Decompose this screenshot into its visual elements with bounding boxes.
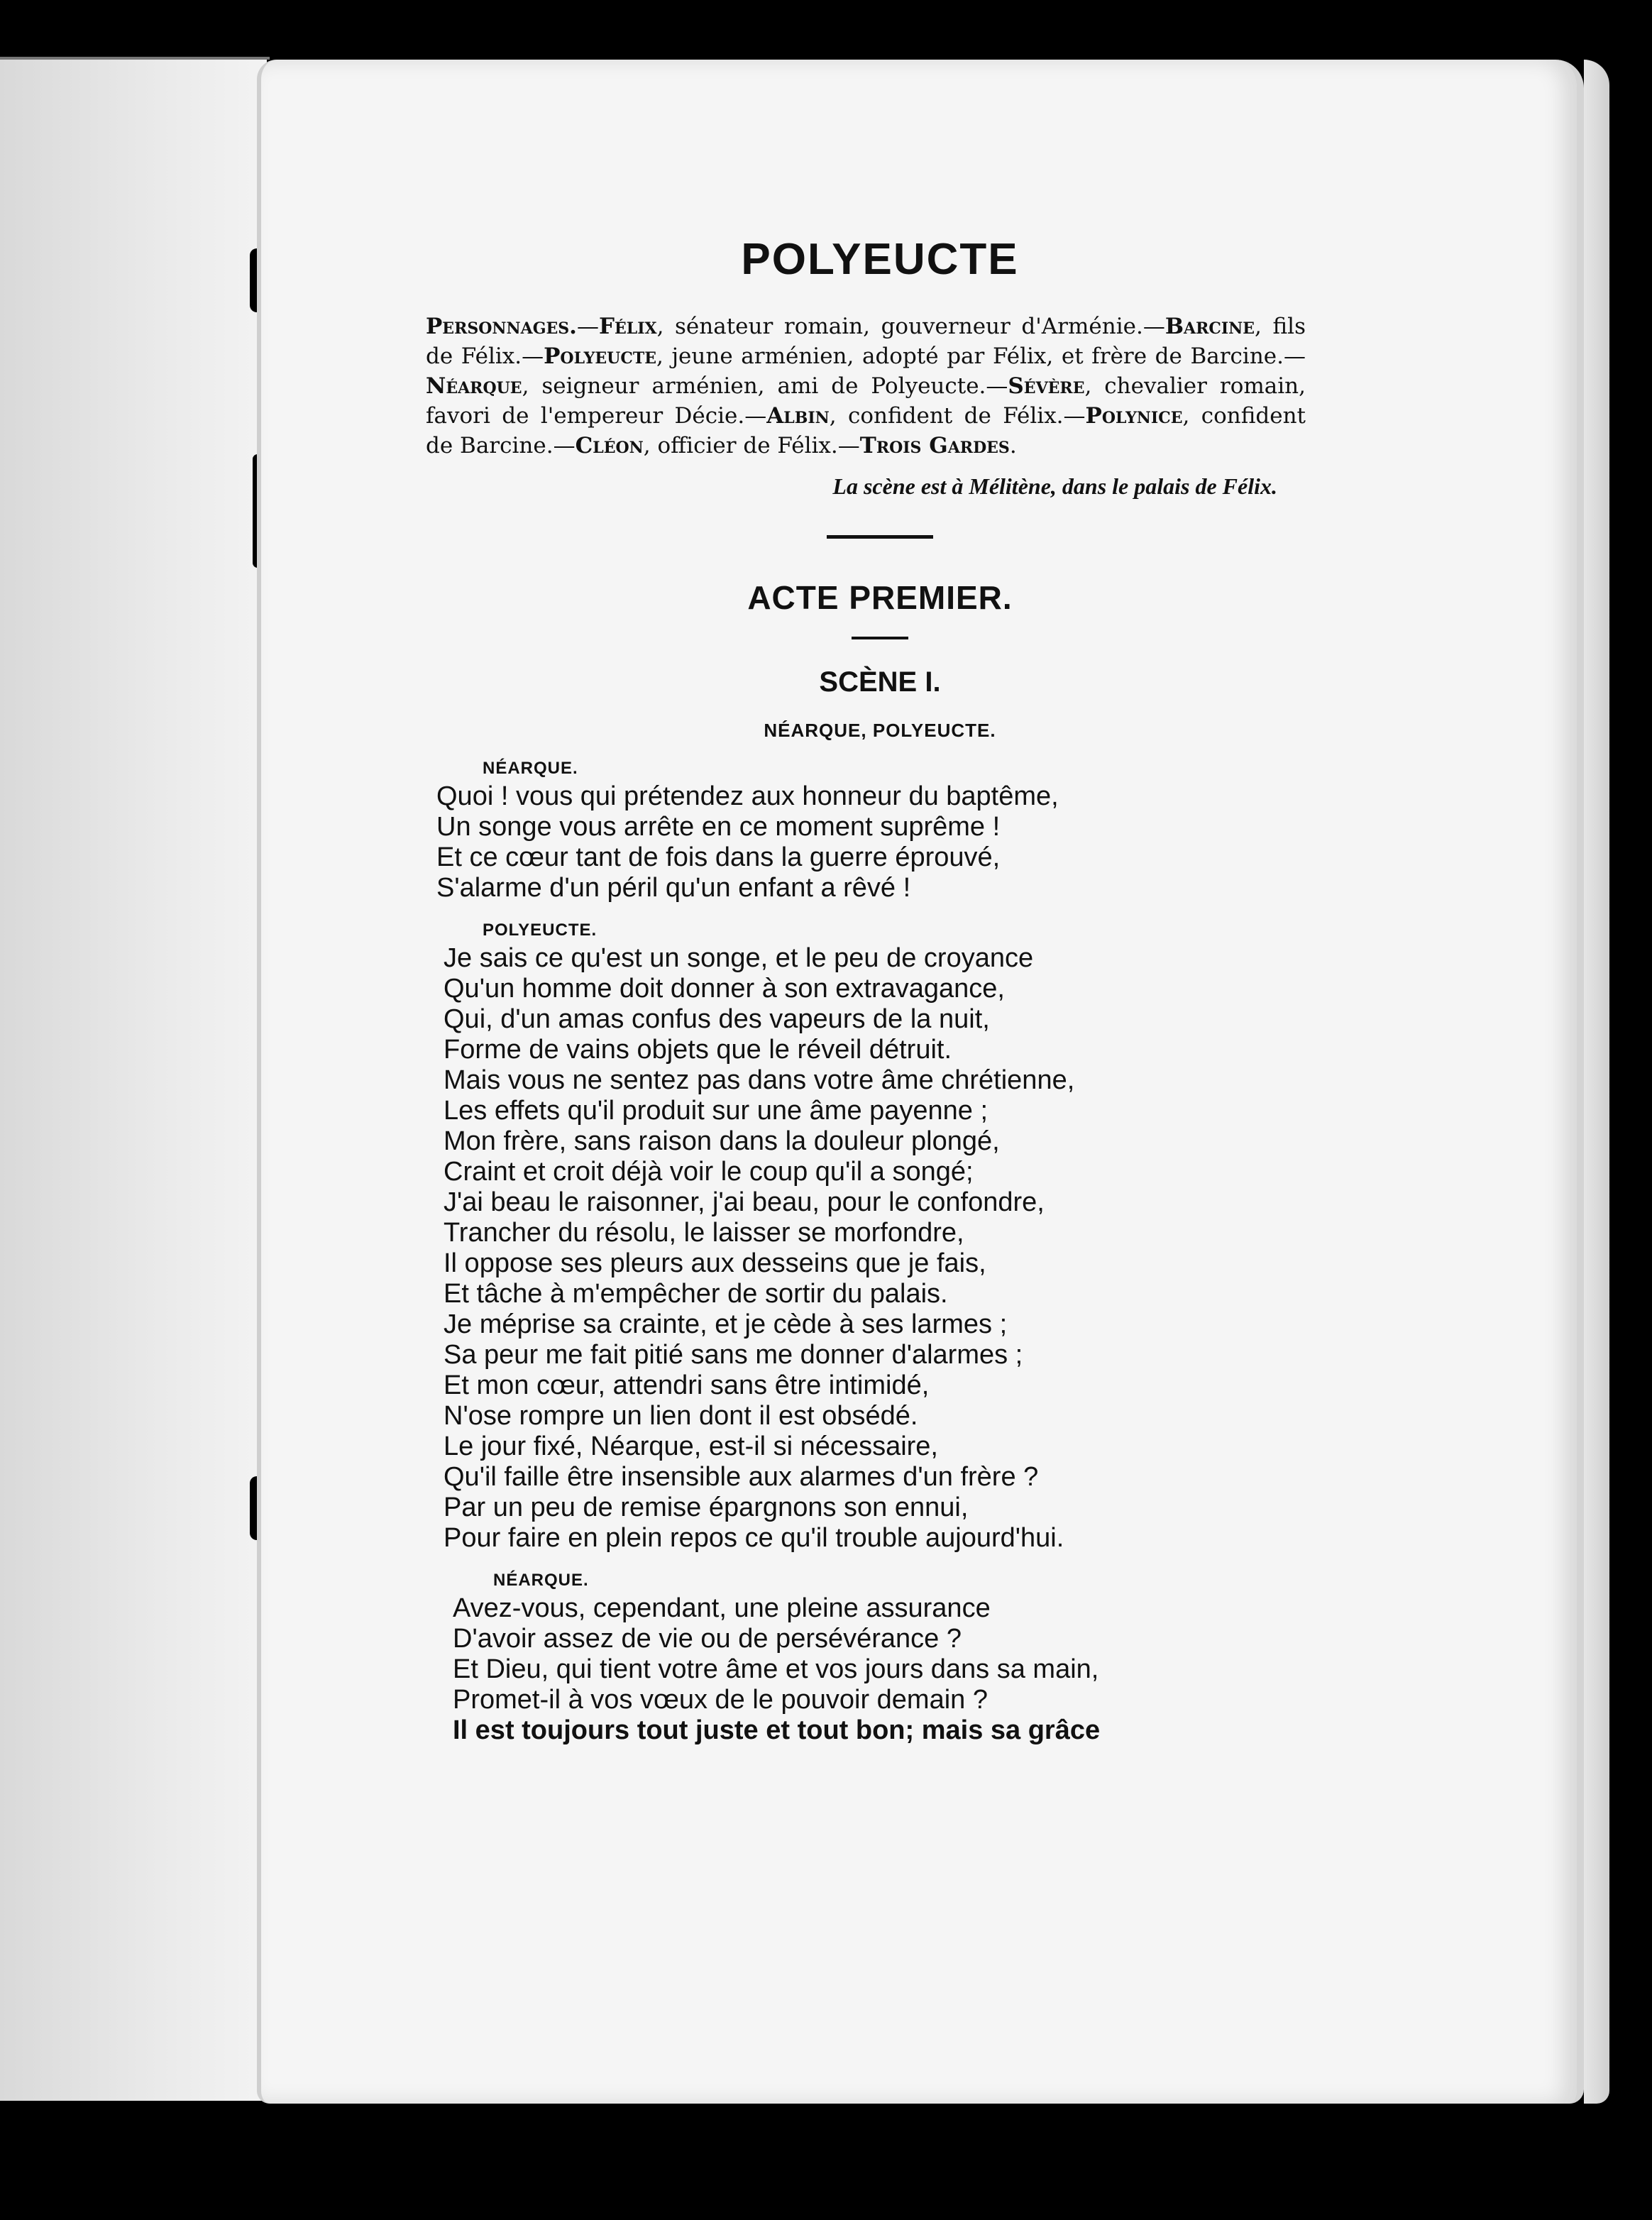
character-description: , chevalier romain, favori de l'empereur Décie. (426, 373, 1306, 429)
play-title: POLYEUCTE (741, 235, 1019, 284)
personnages-heading: Personnages. (426, 314, 577, 339)
verse-line: Les effets qu'il produit sur une âme payenne ; (444, 1096, 989, 1126)
verse-line: Et ce cœur tant de fois dans la guerre éprouvé, (436, 842, 1001, 872)
divider-rule (827, 535, 933, 539)
verse-line: Trancher du résolu, le laisser se morfondre, (444, 1218, 964, 1248)
character-description: , confident de Barcine. (426, 403, 1306, 458)
verse-line: S'alarme d'un péril qu'un enfant a rêvé ! (436, 873, 911, 903)
character-name: Barcine (1164, 314, 1255, 339)
verse-line: Pour faire en plein repos ce qu'il trouble aujourd'hui. (444, 1523, 1064, 1553)
character-description: , officier de Félix. (643, 433, 838, 458)
verse-line: Mon frère, sans raison dans la douleur plongé, (444, 1126, 1000, 1156)
scene-heading: SCÈNE I. (819, 666, 941, 698)
verse-line: D'avoir assez de vie ou de persévérance ? (453, 1624, 962, 1654)
character-name: Polynice (1085, 403, 1183, 429)
character-name: Cléon (575, 433, 644, 458)
verse-line: Un songe vous arrête en ce moment suprême ! (436, 812, 1001, 842)
verse-line: Sa peur me fait pitié sans me donner d'alarmes ; (444, 1340, 1023, 1370)
verse-line: Qui, d'un amas confus des vapeurs de la nuit, (444, 1004, 990, 1034)
verse-line: Et Dieu, qui tient votre âme et vos jours dans sa main, (453, 1654, 1099, 1684)
speaker-name: POLYEUCTE. (483, 921, 598, 940)
left-page (0, 60, 267, 2101)
speech (426, 1571, 1306, 1746)
character-description: , sénateur romain, gouverneur d'Arménie. (656, 314, 1143, 339)
verse-line: Il est toujours tout juste et tout bon; mais sa grâce (453, 1715, 1101, 1745)
character-name: Néarque (426, 373, 522, 399)
character-name: Albin (766, 403, 830, 429)
verse-line: Forme de vains objets que le réveil détruit. (444, 1035, 952, 1065)
verse-line: Avez-vous, cependant, une pleine assurance (453, 1593, 991, 1623)
verse-line: Qu'il faille être insensible aux alarmes d'un frère ? (444, 1462, 1039, 1492)
verse-line: Craint et croit déjà voir le coup qu'il a songé; (444, 1157, 974, 1187)
speaker-name: NÉARQUE. (483, 759, 578, 778)
character-name: Trois Gardes (859, 433, 1010, 458)
verse-line: Quoi ! vous qui prétendez aux honneur du baptême, (436, 781, 1059, 811)
page-edge (1584, 60, 1609, 2104)
scene-characters: NÉARQUE, POLYEUCTE. (764, 720, 996, 741)
verse-line: Je sais ce qu'est un songe, et le peu de croyance (444, 943, 1034, 973)
speaker-name: NÉARQUE. (493, 1571, 589, 1590)
divider-rule (852, 637, 908, 639)
character-description: , jeune arménien, adopté par Félix, et frère de Barcine. (656, 344, 1284, 369)
verse-line: Par un peu de remise épargnons son ennui, (444, 1493, 969, 1522)
scene-location: La scène est à Mélitène, dans le palais de Félix. (832, 473, 1277, 499)
page-content (426, 234, 1306, 1746)
verse-line: Mais vous ne sentez pas dans votre âme chrétienne, (444, 1065, 1075, 1095)
character-name: Polyeucte (544, 344, 656, 369)
character-name: Sévère (1008, 373, 1085, 399)
verse-line: Le jour fixé, Néarque, est-il si nécessaire, (444, 1432, 938, 1461)
character-description: . (1009, 433, 1017, 458)
verse-line: Je méprise sa crainte, et je cède à ses larmes ; (444, 1309, 1008, 1339)
character-description: , seigneur arménien, ami de Polyeucte. (522, 373, 986, 399)
speech (426, 759, 1306, 903)
dramatis-personae: Personnages.—Félix, sénateur romain, gouverneur d'Arménie.—Barcine, fils de Félix.—Polyeucte, jeune arménien, adopté par Félix, et frère de Barcine.—Néarque, seigneur arménien, ami de Polyeucte.—Sévère, chevalier romain, favori de l'empereur Décie.—Albin, confident de Félix.—Polynice, confident de Barcine.—Cléon, officier de Félix.—Trois Gardes. (426, 314, 1306, 458)
verse-line: N'ose rompre un lien dont il est obsédé. (444, 1401, 918, 1431)
verse-line: Et mon cœur, attendri sans être intimidé, (444, 1370, 930, 1400)
verse-line: Il oppose ses pleurs aux desseins que je fais, (444, 1248, 986, 1278)
verse-line: J'ai beau le raisonner, j'ai beau, pour le confondre, (444, 1187, 1045, 1217)
act-heading: ACTE PREMIER. (747, 579, 1013, 616)
verse-line: Et tâche à m'empêcher de sortir du palais. (444, 1279, 948, 1309)
verse-line: Qu'un homme doit donner à son extravagance, (444, 974, 1005, 1004)
speech (426, 921, 1306, 1554)
dialogue (426, 759, 1306, 1746)
character-description: , confident de Félix. (829, 403, 1064, 429)
character-name: Félix (598, 314, 657, 339)
character-description: , fils de Félix. (426, 314, 1306, 369)
verse-line: Promet-il à vos vœux de le pouvoir demain ? (453, 1685, 988, 1715)
